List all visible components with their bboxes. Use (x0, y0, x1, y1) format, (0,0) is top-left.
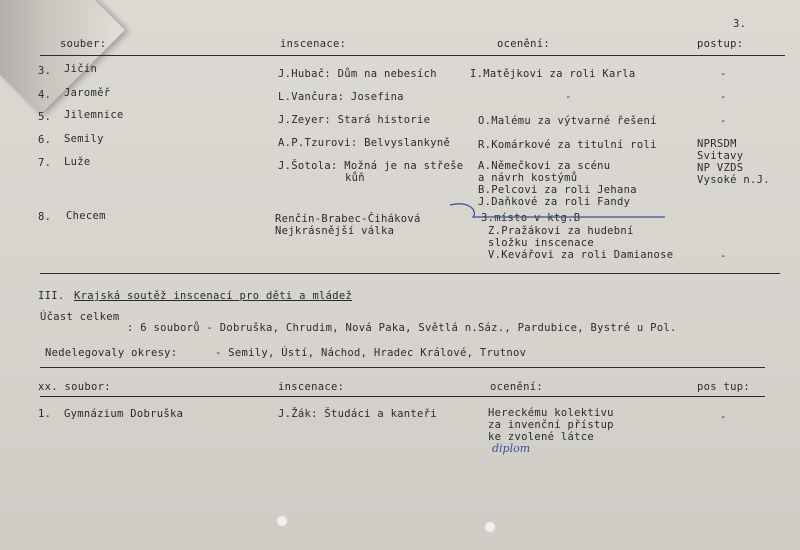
row-number: 1. (38, 408, 52, 420)
row-postup: - (720, 91, 727, 103)
row-postup: - (720, 411, 727, 423)
row-number: 7. (38, 157, 52, 169)
header-oceneni: ocenění: (497, 38, 550, 50)
row-inscenace: Renčín-Brabec-Čiháková (275, 213, 421, 225)
section-title: Krajská soutěž inscenací pro děti a mládež (74, 290, 353, 302)
row-oceneni-line: složku inscenace (488, 237, 594, 249)
row-oceneni-line: V.Kevářovi za roli Damianose (488, 249, 674, 261)
header-postup: postup: (697, 38, 744, 50)
header2-inscenace: inscenace: (278, 381, 345, 393)
row-oceneni-line: 3.místo v ktg.B (481, 212, 581, 224)
row-postup-line: NP VZDS (697, 162, 744, 174)
row-number: 5. (38, 111, 52, 123)
row-place: Gymnázium Dobruška (64, 408, 184, 420)
nedeleg-value: - Semily, Ústí, Náchod, Hradec Králové, Trutnov (215, 347, 527, 359)
section-rule (40, 273, 780, 274)
row-inscenace: J.Žák: Študáci a kanteři (278, 408, 437, 420)
row-postup-line: Svitavy (697, 150, 744, 162)
page-number: 3. (733, 18, 747, 30)
row-oceneni-line: ke zvolené látce (488, 431, 594, 443)
row-number: 3. (38, 65, 52, 77)
row-inscenace: J.Šotola: Možná je na střeše (278, 160, 464, 172)
row-inscenace-cont: Nejkrásnější válka (275, 225, 395, 237)
row-inscenace: J.Hubač: Dům na nebesích (278, 68, 437, 80)
row-place: Luže (64, 156, 91, 168)
row-oceneni: R.Komárkové za titulní roli (478, 139, 657, 151)
row-place: Jilemnice (64, 109, 124, 121)
row-number: 4. (38, 89, 52, 101)
row-postup-line: Vysoké n.J. (697, 174, 770, 186)
header-souber: souber: (60, 38, 107, 50)
row-number: 6. (38, 134, 52, 146)
header-inscenace: inscenace: (280, 38, 347, 50)
section-number: III. (38, 290, 65, 302)
row-place: Jaroměř (64, 87, 111, 99)
header2-postup: pos tup: (697, 381, 750, 393)
row-inscenace: A.P.Tzurovi: Belvyslankyně (278, 137, 451, 149)
header2-oceneni: ocenění: (490, 381, 543, 393)
ucast-label: Účast celkem (40, 311, 120, 323)
row-place: Checem (66, 210, 106, 222)
row-inscenace-cont: kůň (345, 172, 365, 184)
nedeleg-label: Nedelegovaly okresy: (45, 347, 178, 359)
header2-souber: xx. soubor: (38, 381, 111, 393)
row-oceneni-line: B.Pelcovi za roli Jehana (478, 184, 637, 196)
row-oceneni-line: Z.Pražákovi za hudební (488, 225, 634, 237)
handwritten-note: diplom (492, 442, 531, 455)
ucast-value: : 6 souborů - Dobruška, Chrudim, Nová Paka, Světlá n.Sáz., Pardubice, Bystré u Pol. (127, 322, 677, 334)
header2-rule-bottom (40, 396, 765, 397)
row-place: Semily (64, 133, 104, 145)
row-oceneni: O.Malému za výtvarné řešení (478, 115, 657, 127)
row-postup: - (720, 68, 727, 80)
row-postup: NPRSDM (697, 138, 737, 150)
row-oceneni-line: J.Daňkové za roli Fandy (478, 196, 631, 208)
punch-hole (276, 515, 288, 527)
row-number: 8. (38, 211, 52, 223)
row-oceneni-line: a návrh kostýmů (478, 172, 578, 184)
header2-rule-top (40, 367, 765, 368)
row-oceneni: - (565, 91, 572, 103)
row-oceneni-line: A.Němečkovi za scénu (478, 160, 611, 172)
row-oceneni-line: za invenční přístup (488, 419, 614, 431)
row-postup: - (720, 115, 727, 127)
row-inscenace: L.Vančura: Josefina (278, 91, 404, 103)
row-place: Jičín (64, 63, 98, 75)
row-oceneni: I.Matějkovi za roli Karla (470, 68, 636, 80)
row-postup: - (720, 250, 727, 262)
punch-hole (484, 521, 496, 533)
row-oceneni-line: Hereckému kolektivu (488, 407, 614, 419)
row-inscenace: J.Zeyer: Stará historie (278, 114, 431, 126)
